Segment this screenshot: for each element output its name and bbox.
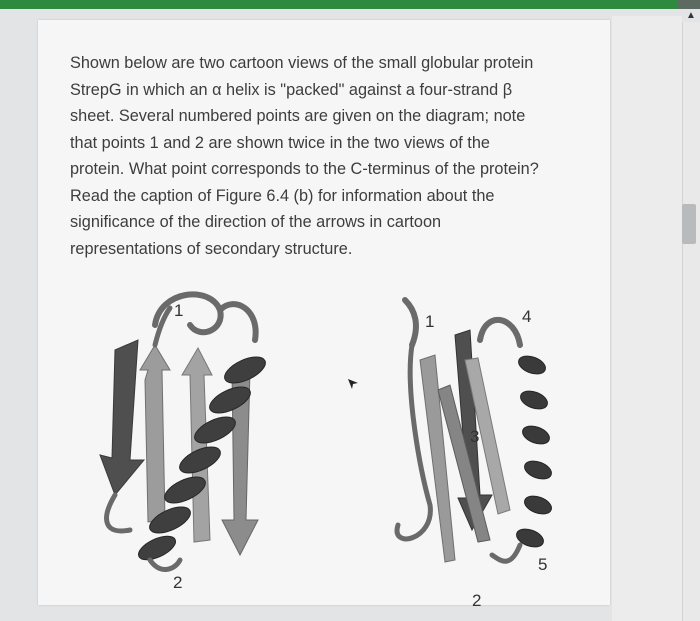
window-top-bar <box>0 0 700 9</box>
question-line: Read the caption of Figure 6.4 (b) for information about the <box>70 186 495 205</box>
right-point-5-label: 5 <box>538 555 548 574</box>
question-line: StrepG in which an α helix is "packed" against a four-strand β <box>70 80 513 99</box>
window-top-bar-end <box>678 0 700 9</box>
question-line: that points 1 and 2 are shown twice in the two views of the <box>70 133 490 152</box>
right-point-3-label: 3 <box>470 427 480 446</box>
mouse-pointer-icon <box>346 377 360 391</box>
right-point-4-label: 4 <box>522 307 532 326</box>
right-point-2-label: 2 <box>472 591 482 610</box>
question-line: representations of secondary structure. <box>70 239 353 258</box>
right-margin-panel <box>612 16 682 621</box>
question-text <box>70 50 610 262</box>
left-protein-view <box>100 294 269 569</box>
question-line: protein. What point corresponds to the C-terminus of the protein? <box>70 160 539 178</box>
scrollbar-track[interactable] <box>682 22 700 621</box>
question-line: sheet. Several numbered points are given on the diagram; note <box>70 107 526 125</box>
right-point-1-label: 1 <box>425 312 435 331</box>
question-line: Shown below are two cartoon views of the small globular protein <box>70 54 534 72</box>
left-point-1-label: 1 <box>174 301 184 320</box>
protein-figure <box>60 270 620 615</box>
left-point-2-label: 2 <box>173 573 183 592</box>
scrollbar-thumb[interactable] <box>682 204 696 244</box>
question-line: significance of the direction of the arrows in cartoon <box>70 213 442 231</box>
scroll-up-icon[interactable]: ▲ <box>686 10 696 21</box>
